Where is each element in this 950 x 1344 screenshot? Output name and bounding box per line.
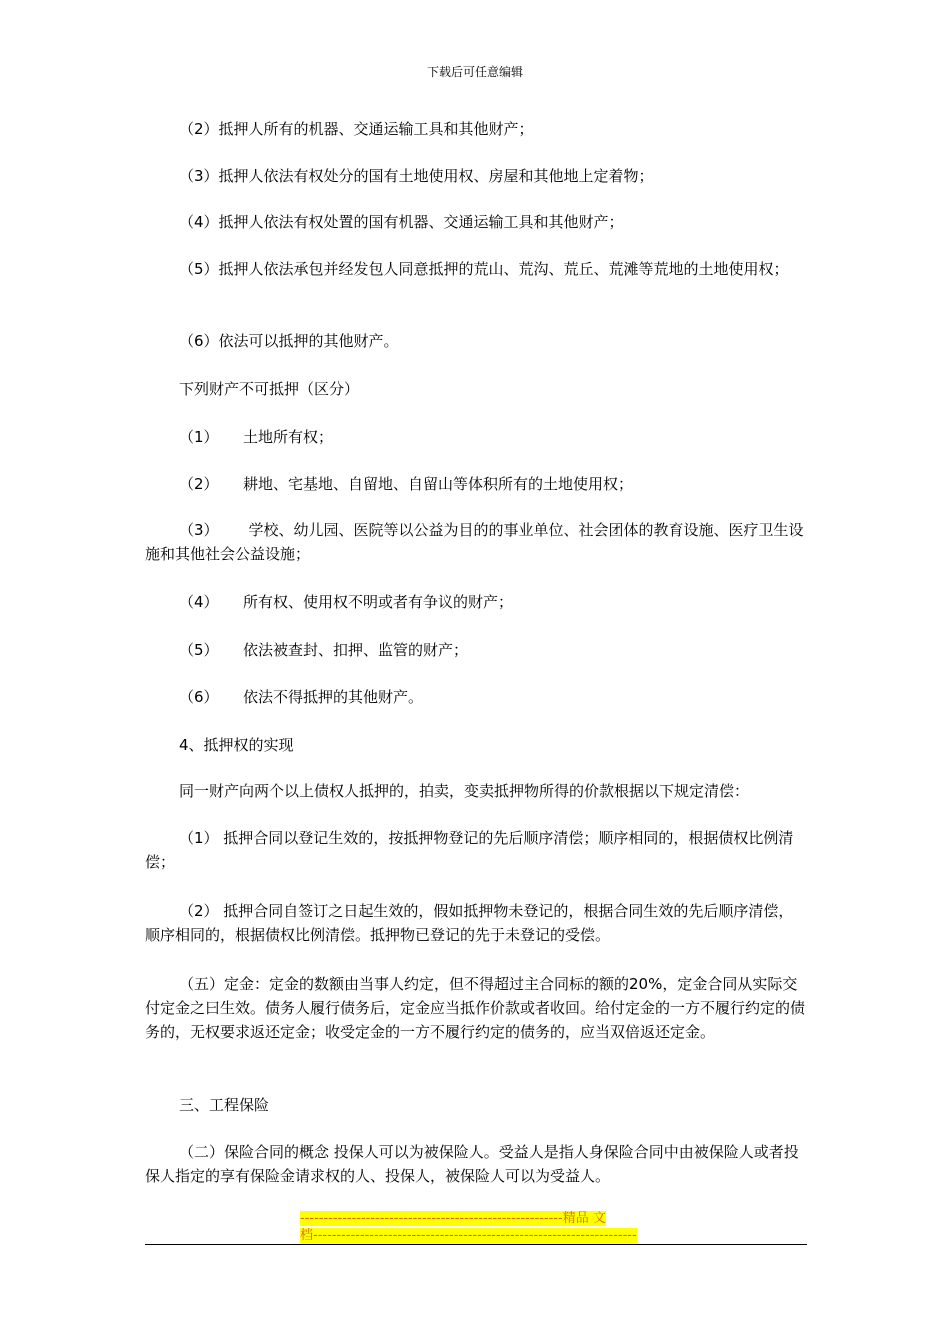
list-item-number: （5） <box>179 641 219 659</box>
list-item <box>179 638 468 662</box>
list-item <box>179 425 333 449</box>
footer-line-1: --------------------------------------------------------精品 文 <box>300 1211 606 1226</box>
list-item <box>145 518 807 566</box>
page-header: 下载后可任意编辑 <box>426 65 523 79</box>
footer-divider <box>145 1244 807 1245</box>
paragraph-repayment-2: （2） 抵押合同自签订之日起生效的，假如抵押物未登记的，根据合同生效的先后顺序清偿，顺序相同的，根据债权比例清偿。抵押物已登记的先于未登记的受偿。 <box>145 902 794 944</box>
section-heading-mortgage-realization: 4、抵押权的实现 <box>179 736 294 754</box>
list-item-text: 依法被查封、扣押、监管的财产； <box>243 641 469 659</box>
paragraph-non-mortgage-heading: 下列财产不可抵押（区分） <box>179 380 360 398</box>
list-item <box>179 590 513 614</box>
footer-line-2: 档--------------------------------------------------------------------- <box>300 1228 637 1243</box>
paragraph-insurance-contract: （二）保险合同的概念 投保人可以为被保险人。受益人是指人身保险合同中由被保险人或者投保人指定的享有保险金请求权的人、投保人，被保险人可以为受益人。 <box>145 1143 799 1185</box>
list-item-number: （2） <box>179 475 219 493</box>
list-item-text: 学校、幼儿园、医院等以公益为目的的事业单位、社会团体的教育设施、医疗卫生设施和其他社会公益设施； <box>145 521 804 563</box>
paragraph-item-2: （2）抵押人所有的机器、交通运输工具和其他财产； <box>179 120 534 138</box>
list-item-text: 依法不得抵押的其他财产。 <box>243 688 424 706</box>
list-item-number: （3） <box>179 521 219 539</box>
list-item-number: （1） <box>179 428 219 446</box>
paragraph-item-4: （4）抵押人依法有权处置的国有机器、交通运输工具和其他财产； <box>179 213 624 231</box>
footer-watermark <box>300 1210 650 1244</box>
list-item <box>179 472 633 496</box>
list-item-text: 耕地、宅基地、自留地、自留山等体积所有的土地使用权； <box>243 475 634 493</box>
list-item-number: （4） <box>179 593 219 611</box>
paragraph-item-5: （5）抵押人依法承包并经发包人同意抵押的荒山、荒沟、荒丘、荒滩等荒地的土地使用权； <box>179 260 789 278</box>
list-item-number: （6） <box>179 688 219 706</box>
paragraph-item-6: （6）依法可以抵押的其他财产。 <box>179 332 399 350</box>
paragraph-repayment-rule: 同一财产向两个以上债权人抵押的，拍卖，变卖抵押物所得的价款根据以下规定清偿： <box>179 782 750 800</box>
list-item-text: 所有权、使用权不明或者有争议的财产； <box>243 593 514 611</box>
paragraph-item-3: （3）抵押人依法有权处分的国有土地使用权、房屋和其他地上定着物； <box>179 167 654 185</box>
section-heading-engineering-insurance: 三、工程保险 <box>179 1096 270 1114</box>
paragraph-deposit: （五）定金：定金的数额由当事人约定，但不得超过主合同标的额的20%，定金合同从实际交付定金之曰生效。债务人履行债务后，定金应当抵作价款或者收回。给付定金的一方不履行约定的债务的，无权要求返还定金；收受定金的一方不履行约定的债务的，应当双倍返还定金。 <box>145 975 806 1041</box>
paragraph-repayment-1: （1） 抵押合同以登记生效的，按抵押物登记的先后顺序清偿；顺序相同的，根据债权比例清偿； <box>145 829 794 871</box>
list-item-text: 土地所有权； <box>243 428 334 446</box>
list-item <box>179 685 423 709</box>
